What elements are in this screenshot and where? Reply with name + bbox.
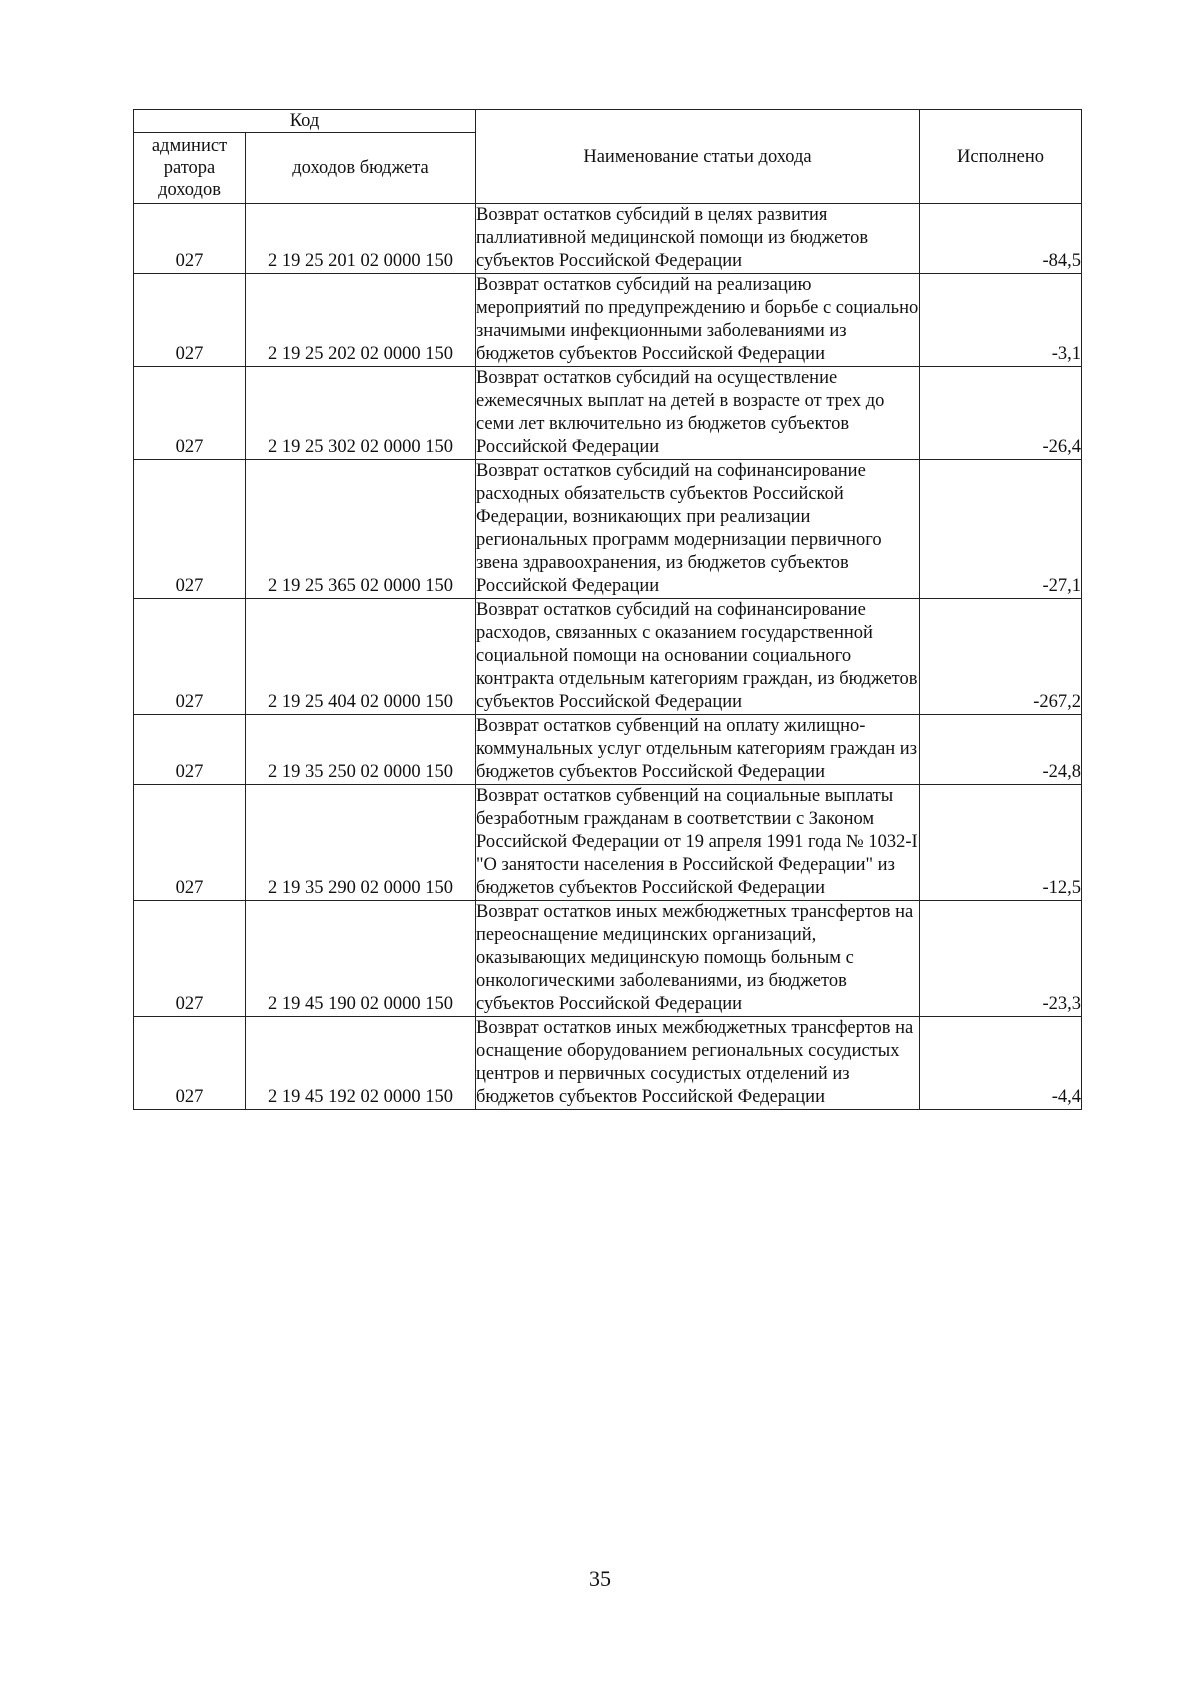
budget-code-cell: 2 19 45 192 02 0000 150 — [246, 1017, 476, 1110]
budget-code-cell: 2 19 25 365 02 0000 150 — [246, 460, 476, 599]
table-row — [134, 274, 1082, 367]
table-row — [134, 599, 1082, 715]
revenue-name-cell: Возврат остатков субвенций на оплату жилищно-коммунальных услуг отдельным категориям граждан из бюджетов субъектов Российской Федерации — [476, 715, 920, 785]
executed-value-cell: -12,5 — [920, 785, 1082, 901]
table-row — [134, 715, 1082, 785]
executed-value-cell: -267,2 — [920, 599, 1082, 715]
revenue-table — [133, 109, 1082, 1110]
admin-code-cell: 027 — [134, 901, 246, 1017]
budget-code-cell: 2 19 25 201 02 0000 150 — [246, 204, 476, 274]
executed-value-cell: -4,4 — [920, 1017, 1082, 1110]
revenue-name-cell: Возврат остатков субсидий на осуществление ежемесячных выплат на детей в возрасте от трех до семи лет включительно из бюджетов субъектов Российской Федерации — [476, 367, 920, 460]
revenue-name-cell: Возврат остатков субвенций на социальные выплаты безработным гражданам в соответствии с Законом Российской Федерации от 19 апреля 1991 года № 1032-I "О занятости населения в Российской Федерации" из бюджетов субъектов Российской Федерации — [476, 785, 920, 901]
table-row — [134, 901, 1082, 1017]
table-row — [134, 367, 1082, 460]
executed-value-cell: -3,1 — [920, 274, 1082, 367]
admin-code-cell: 027 — [134, 599, 246, 715]
admin-code-cell: 027 — [134, 204, 246, 274]
header-row-top — [134, 110, 1082, 133]
revenue-name-cell: Возврат остатков субсидий на софинансирование расходных обязательств субъектов Российской Федерации, возникающих при реализации региональных программ модернизации первичного звена здравоохранения, из бюджетов субъектов Российской Федерации — [476, 460, 920, 599]
executed-value-cell: -23,3 — [920, 901, 1082, 1017]
header-executed: Исполнено — [920, 110, 1082, 204]
executed-value-cell: -27,1 — [920, 460, 1082, 599]
header-name: Наименование статьи дохода — [476, 110, 920, 204]
revenue-name-cell: Возврат остатков субсидий на софинансирование расходов, связанных с оказанием государственной социальной помощи на основании социального контракта отдельным категориям граждан, из бюджетов субъектов Российской Федерации — [476, 599, 920, 715]
table-row — [134, 204, 1082, 274]
budget-code-cell: 2 19 25 302 02 0000 150 — [246, 367, 476, 460]
header-code: Код — [134, 110, 476, 133]
budget-code-cell: 2 19 45 190 02 0000 150 — [246, 901, 476, 1017]
header-admin: админист ратора доходов — [134, 133, 246, 204]
revenue-name-cell: Возврат остатков субсидий на реализацию мероприятий по предупреждению и борьбе с социально значимыми инфекционными заболеваниями из бюджетов субъектов Российской Федерации — [476, 274, 920, 367]
admin-code-cell: 027 — [134, 785, 246, 901]
revenue-name-cell: Возврат остатков субсидий в целях развития паллиативной медицинской помощи из бюджетов субъектов Российской Федерации — [476, 204, 920, 274]
executed-value-cell: -24,8 — [920, 715, 1082, 785]
table-row — [134, 1017, 1082, 1110]
revenue-name-cell: Возврат остатков иных межбюджетных трансфертов на переоснащение медицинских организаций, оказывающих медицинскую помощь больным с онкологическими заболеваниями, из бюджетов субъектов Российской Федерации — [476, 901, 920, 1017]
page-number: 35 — [589, 1566, 611, 1591]
revenue-name-cell: Возврат остатков иных межбюджетных трансфертов на оснащение оборудованием региональных сосудистых центров и первичных сосудистых отделений из бюджетов субъектов Российской Федерации — [476, 1017, 920, 1110]
admin-code-cell: 027 — [134, 1017, 246, 1110]
admin-code-cell: 027 — [134, 367, 246, 460]
executed-value-cell: -26,4 — [920, 367, 1082, 460]
table-row — [134, 460, 1082, 599]
executed-value-cell: -84,5 — [920, 204, 1082, 274]
budget-code-cell: 2 19 35 250 02 0000 150 — [246, 715, 476, 785]
admin-code-cell: 027 — [134, 715, 246, 785]
table-row — [134, 785, 1082, 901]
budget-code-cell: 2 19 25 404 02 0000 150 — [246, 599, 476, 715]
header-budget-code: доходов бюджета — [246, 133, 476, 204]
admin-code-cell: 027 — [134, 274, 246, 367]
budget-code-cell: 2 19 25 202 02 0000 150 — [246, 274, 476, 367]
admin-code-cell: 027 — [134, 460, 246, 599]
budget-code-cell: 2 19 35 290 02 0000 150 — [246, 785, 476, 901]
